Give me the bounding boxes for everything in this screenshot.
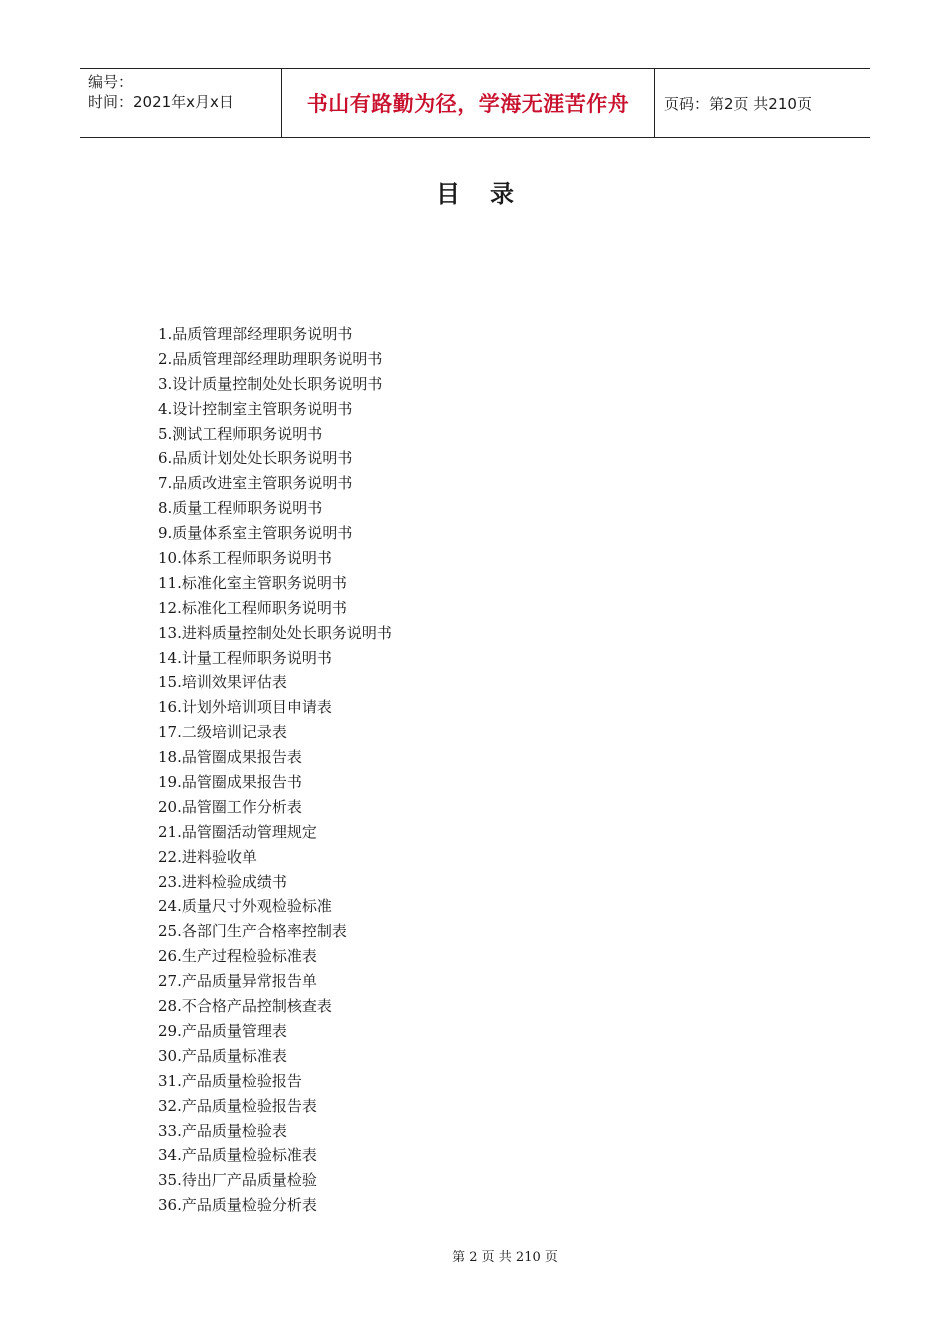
toc-item[interactable]: 5.测试工程师职务说明书 <box>158 424 323 443</box>
toc-item[interactable]: 29.产品质量管理表 <box>158 1021 287 1040</box>
toc-item[interactable]: 1.品质管理部经理职务说明书 <box>158 325 353 343</box>
toc-item[interactable]: 16.计划外培训项目申请表 <box>158 698 332 717</box>
toc-item[interactable]: 2.品质管理部经理助理职务说明书 <box>158 349 383 368</box>
toc-item[interactable]: 31.产品质量检验报告 <box>158 1071 302 1090</box>
toc-item[interactable]: 23.进料检验成绩书 <box>158 872 287 891</box>
toc-item[interactable]: 12.标准化工程师职务说明书 <box>158 598 347 617</box>
number-label: 编号： <box>88 73 134 91</box>
page-header <box>80 68 870 138</box>
toc-item[interactable]: 9.质量体系室主管职务说明书 <box>158 524 353 543</box>
toc-item[interactable]: 18.品管圈成果报告表 <box>158 748 302 767</box>
toc-item[interactable]: 26.生产过程检验标准表 <box>158 947 317 966</box>
page-title: 目录 <box>436 180 544 208</box>
toc-item[interactable]: 8.质量工程师职务说明书 <box>158 499 323 518</box>
header-meta <box>80 69 282 137</box>
toc-item[interactable]: 6.品质计划处处长职务说明书 <box>158 449 353 468</box>
toc-item[interactable]: 19.品管圈成果报告书 <box>158 773 302 792</box>
time-label: 时间：2021年x月x日 <box>88 93 234 111</box>
toc-item[interactable]: 27.产品质量异常报告单 <box>158 972 317 991</box>
toc-item[interactable]: 30.产品质量标准表 <box>158 1046 287 1065</box>
toc-item[interactable]: 21.品管圈活动管理规定 <box>158 822 317 841</box>
toc-item[interactable]: 25.各部门生产合格率控制表 <box>158 922 347 941</box>
toc-item[interactable]: 28.不合格产品控制核查表 <box>158 997 332 1016</box>
toc-item[interactable]: 20.品管圈工作分析表 <box>158 797 302 816</box>
toc-item[interactable]: 34.产品质量检验标准表 <box>158 1146 317 1165</box>
page-info: 页码：第2页 共210页 <box>664 94 812 113</box>
toc-item[interactable]: 35.待出厂产品质量检验 <box>158 1171 317 1190</box>
table-of-contents <box>158 322 392 1218</box>
toc-item[interactable]: 7.品质改进室主管职务说明书 <box>158 474 353 493</box>
toc-item[interactable]: 24.质量尺寸外观检验标准 <box>158 897 332 916</box>
toc-item[interactable]: 11.标准化室主管职务说明书 <box>158 573 347 592</box>
page-footer: 第 2 页 共 210 页 <box>452 1250 558 1265</box>
toc-item[interactable]: 14.计量工程师职务说明书 <box>158 648 332 667</box>
toc-item[interactable]: 36.产品质量检验分析表 <box>158 1196 317 1215</box>
toc-item[interactable]: 33.产品质量检验表 <box>158 1121 287 1140</box>
toc-item[interactable]: 32.产品质量检验报告表 <box>158 1096 317 1115</box>
header-page-info-cell <box>655 69 870 137</box>
motto-text: 书山有路勤为径，学海无涯苦作舟 <box>306 92 630 116</box>
toc-item[interactable]: 15.培训效果评估表 <box>158 673 287 692</box>
toc-item[interactable]: 22.进料验收单 <box>158 847 257 866</box>
toc-item[interactable]: 10.体系工程师职务说明书 <box>158 549 332 568</box>
toc-item[interactable]: 4.设计控制室主管职务说明书 <box>158 399 353 418</box>
toc-item[interactable]: 3.设计质量控制处处长职务说明书 <box>158 374 383 393</box>
toc-item[interactable]: 17.二级培训记录表 <box>158 723 287 742</box>
toc-item[interactable]: 13.进料质量控制处处长职务说明书 <box>158 623 392 642</box>
header-motto-cell <box>282 69 655 137</box>
